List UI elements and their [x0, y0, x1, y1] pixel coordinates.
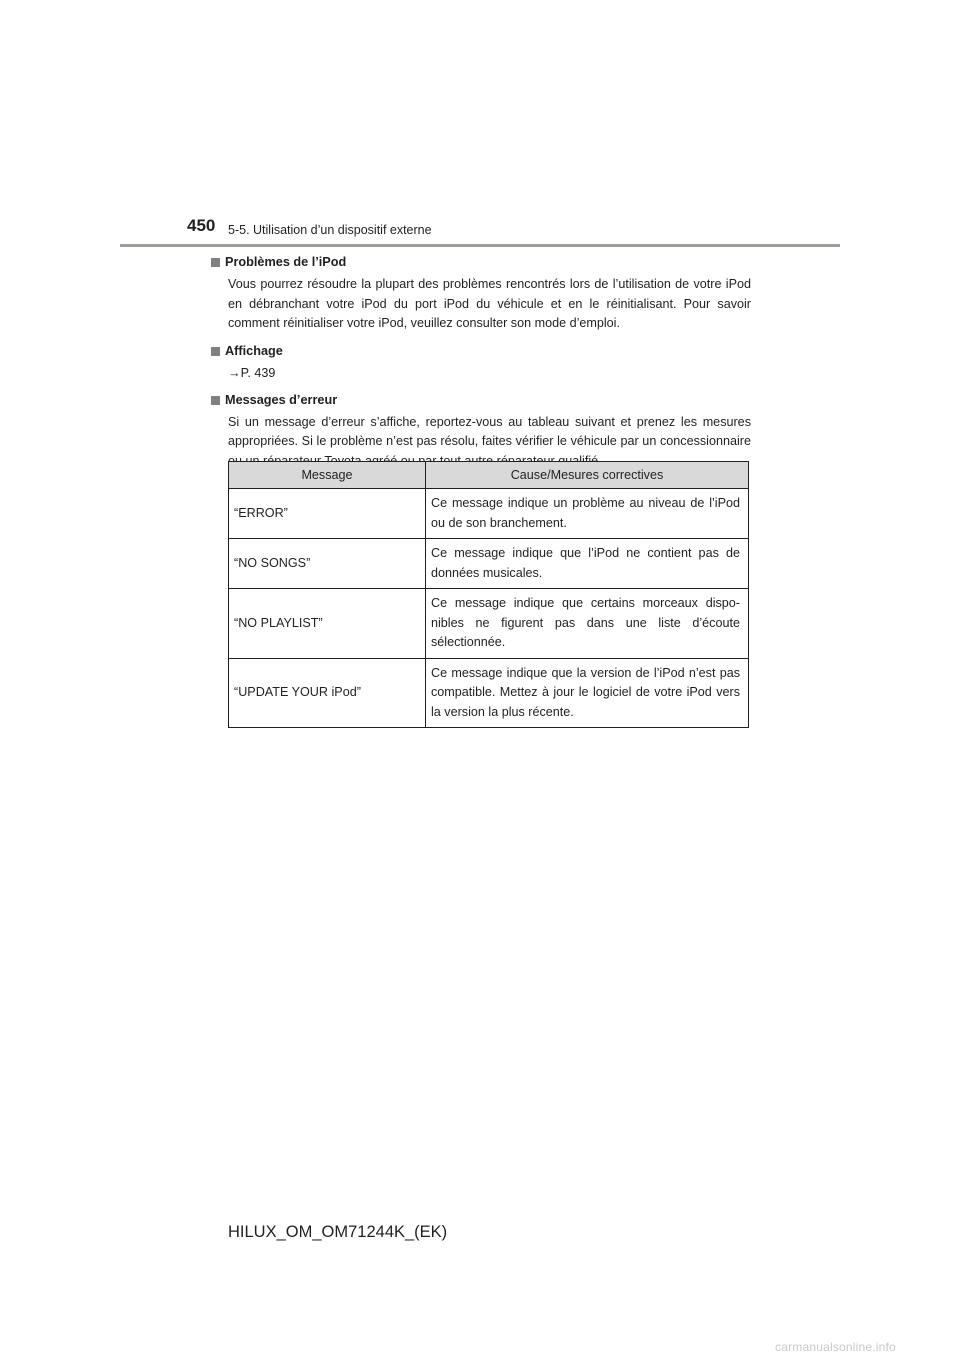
- column-header-cause: Cause/Mesures correctives: [426, 462, 749, 489]
- cause-cell: Ce message indique un problème au niveau de l’iPod ou de son branchement.: [426, 489, 749, 539]
- table-row: [229, 539, 749, 589]
- section-error-messages: [211, 392, 751, 472]
- section-ipod-problems: [211, 254, 751, 334]
- table-header-row: [229, 462, 749, 489]
- section-heading-text: Affichage: [225, 343, 283, 358]
- main-content: [211, 254, 751, 481]
- section-heading: [211, 254, 751, 271]
- section-body: Si un message d’erreur s’affiche, reportez-vous au tableau suivant et prenez les mesures appropriées. Si le problème n’est pas résolu, faites vérifier le véhicule par un concessionnaire: [228, 414, 751, 449]
- message-cell: “NO PLAYLIST”: [229, 589, 426, 659]
- section-heading-text: Messages d’erreur: [225, 392, 338, 407]
- table-row: [229, 658, 749, 728]
- document-code: HILUX_OM_OM71244K_(EK): [228, 1223, 448, 1241]
- section-title: 5-5. Utilisation d’un dispositif externe: [228, 223, 432, 237]
- bullet-square-icon: [211, 347, 220, 356]
- message-cell: “ERROR”: [229, 489, 426, 539]
- section-body: Vous pourrez résoudre la plupart des problèmes rencontrés lors de l’utilisation de votre iPod en débranchant votre iPod du port iPod du véhicule et en le réinitialisant. Pour savoir comment réinitialiser votre iPod, veuillez consulter son mode d’emploi.: [228, 277, 751, 331]
- page-reference-link[interactable]: →P. 439: [228, 365, 276, 380]
- column-header-message: Message: [229, 462, 426, 489]
- cause-cell: Ce message indique que la version de l’iPod n’est pas compatible. Mettez à jour le logiciel de votre iPod vers la version la plus récente.: [426, 658, 749, 728]
- message-cell: “NO SONGS”: [229, 539, 426, 589]
- error-messages-table: [228, 461, 749, 728]
- table-row: [229, 589, 749, 659]
- page-number: 450: [187, 216, 216, 235]
- section-heading: [211, 392, 751, 409]
- bullet-square-icon: [211, 258, 220, 267]
- cause-cell: Ce message indique que l’iPod ne contient pas de données musicales.: [426, 539, 749, 589]
- section-display: [211, 343, 751, 383]
- header-divider: [120, 244, 840, 247]
- watermark: carmanualsonline.info: [775, 1340, 896, 1354]
- section-heading-text: Problèmes de l’iPod: [225, 255, 347, 269]
- message-cell: “UPDATE YOUR iPod”: [229, 658, 426, 728]
- cause-cell: Ce message indique que certains morceaux dispo-nibles ne figurent pas dans une liste d’écoute sélectionnée.: [426, 589, 749, 659]
- section-heading: [211, 343, 751, 360]
- bullet-square-icon: [211, 396, 220, 405]
- table-row: [229, 489, 749, 539]
